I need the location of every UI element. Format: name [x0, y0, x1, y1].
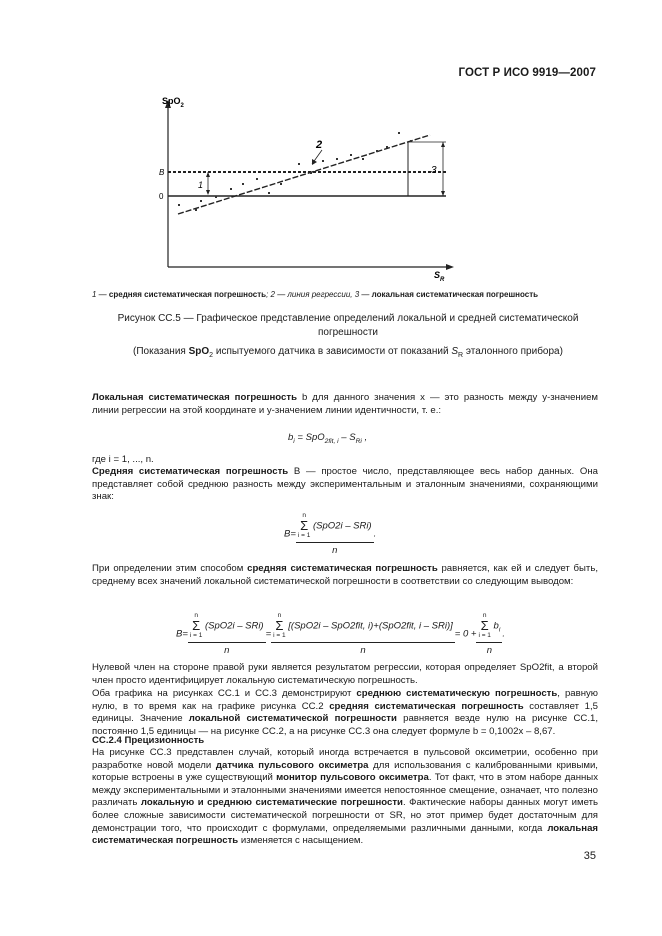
- label-b: B: [159, 168, 165, 177]
- x-axis-label: $S_R$: [434, 270, 445, 282]
- paragraph-zero-term: Нулевой член на стороне правой руки является результатом регрессии, которая определяет SpO2fit, а второй член просто идентифицирует локальную систематическую погрешность.: [92, 662, 598, 686]
- label-3: 3: [431, 165, 437, 176]
- formula-derivation: B= n Σ i = 1 (SpO2i – SRi) n = n Σ i = 1 [(SpO2i – SpO2fit, i)+(SpO2fit, i – SRi)] n = 0 + n Σ i = 1 $b_i$ n .: [176, 612, 505, 656]
- y-axis-label: SpO$_2$: [162, 96, 184, 109]
- formula-local-bias: $b_i = SpO_{2fit, i} - S_{Ri}$ ,: [288, 432, 368, 445]
- figure-subcaption: (Показания SpO$_2$ испытуемого датчика в зависимости от показаний $S_R$ эталонного прибора): [133, 346, 563, 359]
- regression-line: [178, 135, 430, 214]
- standard-header: ГОСТ Р ИСО 9919—2007: [458, 67, 596, 79]
- paragraph-mean-bias: Средняя систематическая погрешность B — простое число, представляющее весь набор данных. Она представляет собой среднюю разность между экспериментальным и эталонным значениями, сохраняющими знак:: [92, 466, 598, 503]
- figure-cc5: [150, 92, 470, 282]
- paragraph-graphs: Оба графика на рисунках СС.1 и СС.3 демонстрируют среднюю систематическую погрешность, равную нулю, в то время как на графике рисунка СС.2 средняя систематическая погрешность составляет 1,5 единицы. Значение локальной систематической погрешности равняется везде нулю на рисунке СС.1, постоянно 1,5 единицы — на рисунке СС.2, а на рисунке СС.3 она следует формуле b = 0,1002x – 8,67.: [92, 688, 599, 737]
- x-axis-arrow: [446, 264, 454, 270]
- page-number: 35: [583, 850, 596, 862]
- label-zero: 0: [159, 192, 164, 201]
- paragraph-local-bias: Локальная систематическая погрешность b для данного значения x — это разность между y-значением линии регрессии на этой координате и y-значением линии идентичности, т. е.:: [92, 392, 599, 416]
- label-1: 1: [198, 180, 204, 190]
- where-line: где i = 1, ..., n.: [92, 454, 154, 465]
- label-2: 2: [316, 139, 323, 151]
- figure-caption: Рисунок СС.5 — Графическое представление определений локальной и средней систематической погрешности: [117, 313, 579, 338]
- figure-legend: 1 — средняя систематическая погрешность; 2 — линия регрессии, 3 — локальная систематическая погрешность: [92, 290, 539, 299]
- section-heading: СС.2.4 Прецизионность: [92, 735, 205, 746]
- paragraph-precision: На рисунке СС.3 представлен случай, который иногда встречается в пульсовой оксиметрии, особенно при разработке новой модели датчика пульсового оксиметра для использования с калиброванными кривыми, которые встроены в уже существующий монитор пульсового оксиметра. Тот факт, что в этом наборе данных между экспериментальными и эталонными значениями имеется непостоянное смещение, означает, что полезно различать локальную и среднюю систематические погрешности. Фактические наборы данных могут иметь более сложные зависимости систематической погрешности от SR, но этот пример будет достаточным для демонстрации того, что происходит с формулами, определяемыми различными данными, когда локальная систематическая погрешность изменяется с насыщением.: [92, 747, 598, 847]
- paragraph-derivation: При определении этим способом средняя систематическая погрешность равняется, как ей и следует быть, среднему всех значений локальной систематической погрешности в соответствии со следующим выводом:: [92, 563, 598, 587]
- formula-mean-bias: B= n Σ i = 1 (SpO2i – SRi) n .: [284, 512, 377, 556]
